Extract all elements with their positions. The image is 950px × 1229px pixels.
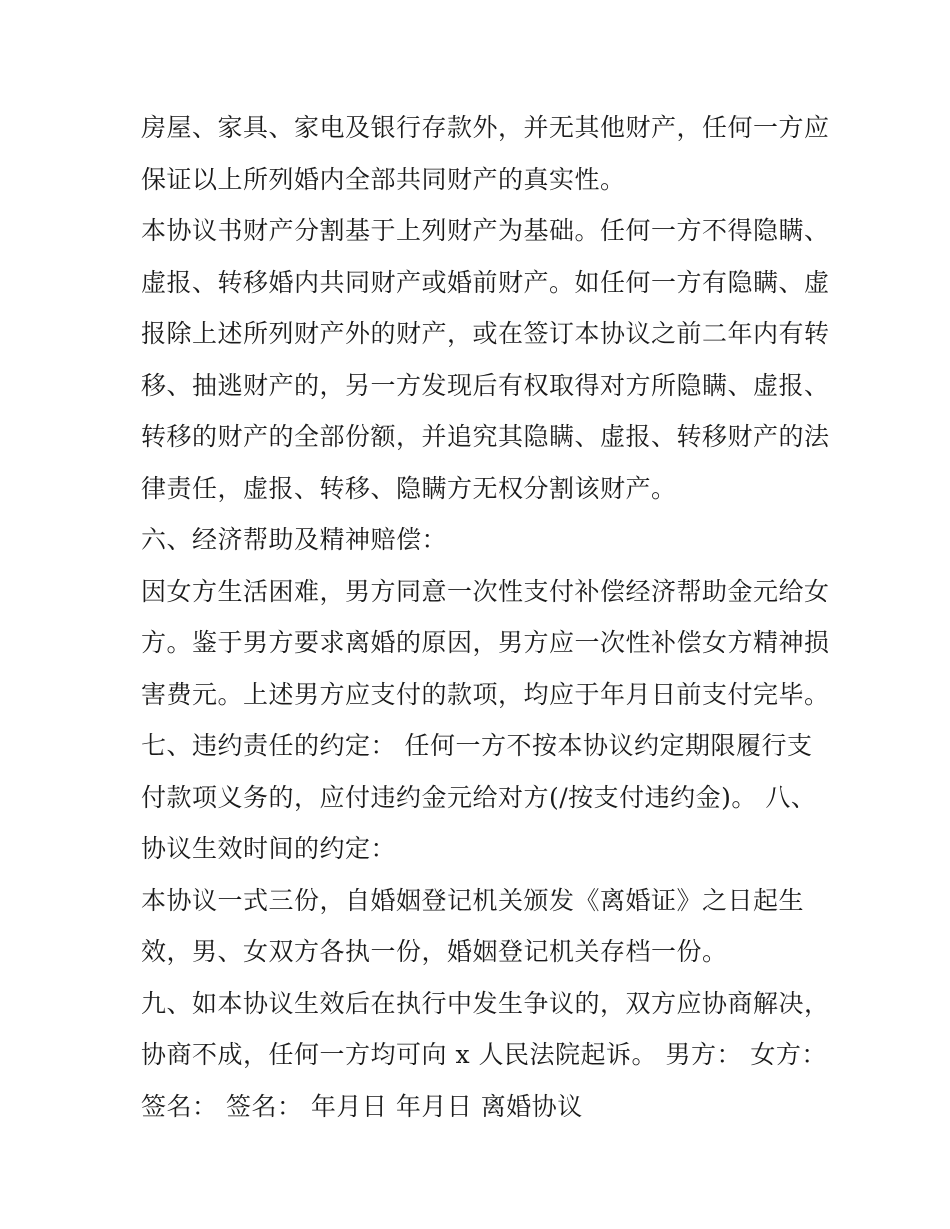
text-line: 本协议书财产分割基于上列财产为基础。任何一方不得隐瞒、 [141, 216, 830, 245]
text-line: 虚报、转移婚内共同财产或婚前财产。如任何一方有隐瞒、虚 [141, 267, 830, 297]
text-line: 保证以上所列婚内全部共同财产的真实性。 [141, 164, 626, 194]
text-line: 律责任，虚报、转移、隐瞒方无权分割该财产。 [141, 473, 677, 503]
text-line: 协商不成，任何一方均可向 x 人民法院起诉。 男方： 女方： [141, 1040, 827, 1069]
section-heading: 协议生效时间的约定： [141, 834, 397, 863]
section-heading: 六、经济帮助及精神赔偿： [141, 525, 448, 554]
text-line: 转移的财产的全部份额，并追究其隐瞒、虚报、转移财产的法 [141, 422, 830, 451]
text-line: 付款项义务的，应付违约金元给对方(/按支付违约金)。 八、 [141, 782, 817, 812]
text-line: 害费元。上述男方应支付的款项，均应于年月日前支付完毕。 [141, 679, 830, 709]
signature-line: 签名： 签名： 年月日 年月日 离婚协议 [141, 1091, 583, 1121]
text-line: 移、抽逃财产的，另一方发现后有权取得对方所隐瞒、虚报、 [141, 370, 830, 400]
document-body [141, 106, 830, 1136]
text-line: 因女方生活困难，男方同意一次性支付补偿经济帮助金元给女 [141, 576, 830, 606]
section-heading: 九、如本协议生效后在执行中发生争议的，双方应协商解决， [141, 988, 830, 1018]
text-line: 效，男、女双方各执一份，婚姻登记机关存档一份。 [141, 937, 728, 966]
text-line: 房屋、家具、家电及银行存款外，并无其他财产，任何一方应 [141, 113, 830, 142]
text-line: 本协议一式三份，自婚姻登记机关颁发《离婚证》之日起生 [141, 885, 805, 915]
text-line: 报除上述所列财产外的财产，或在签订本协议之前二年内有转 [141, 319, 830, 348]
text-line: 方。鉴于男方要求离婚的原因，男方应一次性补偿女方精神损 [141, 628, 830, 657]
section-heading: 七、违约责任的约定： 任何一方不按本协议约定期限履行支 [141, 731, 813, 760]
